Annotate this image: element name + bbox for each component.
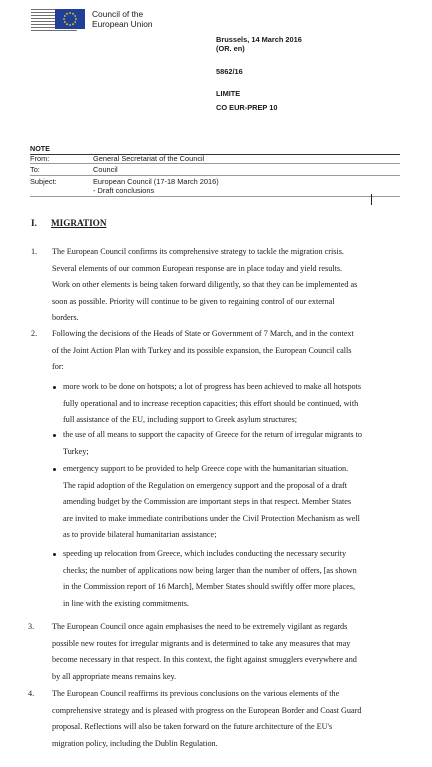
paragraph-line: migration policy, including the Dublin Regulation.: [52, 738, 218, 748]
paragraph-2: [52, 326, 354, 376]
bullet-line: are invited to make immediate contributions under the Civil Protection Mechanism as well: [63, 513, 360, 523]
bullet-line: The rapid adoption of the Regulation on emergency support and the proposal of a draft: [63, 480, 348, 490]
paragraph-line: for:: [52, 362, 64, 372]
row-divider: [30, 175, 400, 176]
eu-flag-icon: [55, 9, 85, 29]
classification: LIMITE: [216, 89, 241, 98]
paragraph-line: The European Council reaffirms its previous conclusions on the various elements of the: [52, 689, 340, 698]
paragraph-number: 2.: [31, 329, 38, 338]
note-value: General Secretariat of the Council: [93, 154, 205, 163]
council-logo: [31, 5, 331, 35]
note-title: NOTE: [30, 144, 50, 153]
note-key: Subject:: [30, 177, 57, 186]
paragraph-line: The European Council confirms its comprehensive strategy to tackle the migration crisis.: [52, 247, 344, 256]
bullet-line: in the Commission report of 16 March], Member States should swiftly offer more places,: [63, 582, 356, 592]
paragraph-1: [52, 244, 357, 327]
bullet-icon: [53, 386, 56, 389]
note-key: To:: [30, 165, 40, 174]
bullet-line: more work to be done on hotspots; a lot of progress has been achieved to make all hotspots: [63, 382, 362, 391]
paragraph-line: Following the decisions of the Heads of State or Government of 7 March, and in the context: [52, 329, 354, 338]
bullet-icon: [53, 468, 56, 471]
paragraph-number: 3.: [28, 622, 35, 631]
paragraph-line: proposal. Reflections will also be taken forward on the future architecture of the EU's: [52, 722, 333, 732]
paragraph-number: 4.: [28, 689, 35, 698]
bullet-line: amending budget by the Commission are important steps in that respect. Member States: [63, 497, 352, 507]
paragraph-number: 1.: [31, 247, 38, 256]
bullet-line: in line with the existing commitments.: [63, 598, 189, 608]
bullet-item: [63, 546, 357, 612]
bullet-line: Turkey;: [63, 446, 89, 456]
paragraph-line: comprehensive strategy and is pleased with progress on the European Border and Coast Guard: [52, 705, 362, 715]
paragraph-3: [52, 619, 357, 685]
organisation-name: [92, 10, 153, 29]
place-date: Brussels, 14 March 2016: [216, 35, 302, 44]
bullet-item: [63, 379, 361, 429]
org-line-2: European Union: [92, 18, 153, 29]
bullet-icon: [53, 434, 56, 437]
org-line-1: Council of the: [92, 9, 144, 19]
document-number: 5862/16: [216, 67, 243, 76]
paragraph-line: by all appropriate means remains key.: [52, 671, 177, 681]
paragraph-line: Work on other elements is being taken forward diligently, so that they can be implemented as: [52, 280, 358, 290]
bullet-line: the use of all means to support the capacity of Greece for the return of irregular migrants to: [63, 430, 362, 439]
reference-code: CO EUR-PREP 10: [216, 103, 278, 112]
paragraph-line: of the Joint Action Plan with Turkey and its possible expansion, the European Council calls: [52, 345, 352, 355]
bullet-line: full assistance of the EU, including support to Greek asylum structures;: [63, 415, 297, 425]
original-language: (OR. en): [216, 44, 245, 53]
bullet-line: fully operational and to increase reception capacities; this effort should be continued, with: [63, 398, 359, 408]
paragraph-line: The European Council once again emphasises the need to be extremely vigilant as regards: [52, 622, 348, 631]
note-top-rule: [30, 154, 400, 155]
bullet-line: emergency support to be provided to help Greece cope with the humanitarian situation.: [63, 464, 349, 473]
paragraph-line: Several elements of our common European response are in place today and yield results.: [52, 263, 343, 273]
bullet-line: as to provide bilateral humanitarian assistance;: [63, 530, 217, 540]
bullet-icon: [53, 553, 56, 556]
bullet-line: speeding up relocation from Greece, which includes conducting the necessary security: [63, 549, 347, 558]
note-key: From:: [30, 154, 50, 163]
paragraph-line: become necessary in that respect. In this context, the fight against smugglers everywhere and: [52, 655, 357, 665]
text-cursor: [371, 194, 372, 205]
note-value: Council: [93, 165, 118, 174]
row-divider: [30, 196, 400, 197]
note-value-2: - Draft conclusions: [93, 186, 155, 195]
section-heading: [31, 218, 106, 228]
paragraph-line: borders.: [52, 313, 79, 323]
bullet-line: checks; the number of applications now being larger than the number of offers, [as shown: [63, 565, 357, 575]
paragraph-line: soon as possible. Priority will continue to be given to regaining control of our external: [52, 296, 335, 306]
section-title: MIGRATION: [51, 218, 107, 228]
paragraph-line: possible new routes for irregular migrants and is determined to take any measures that may: [52, 638, 351, 648]
paragraph-4: [52, 686, 361, 752]
row-divider: [30, 163, 400, 164]
logo-rule: [31, 30, 77, 31]
bullet-item: [63, 427, 362, 460]
bullet-item: [63, 461, 360, 544]
note-value: European Council (17-18 March 2016): [93, 177, 219, 186]
section-number: I.: [31, 218, 37, 228]
